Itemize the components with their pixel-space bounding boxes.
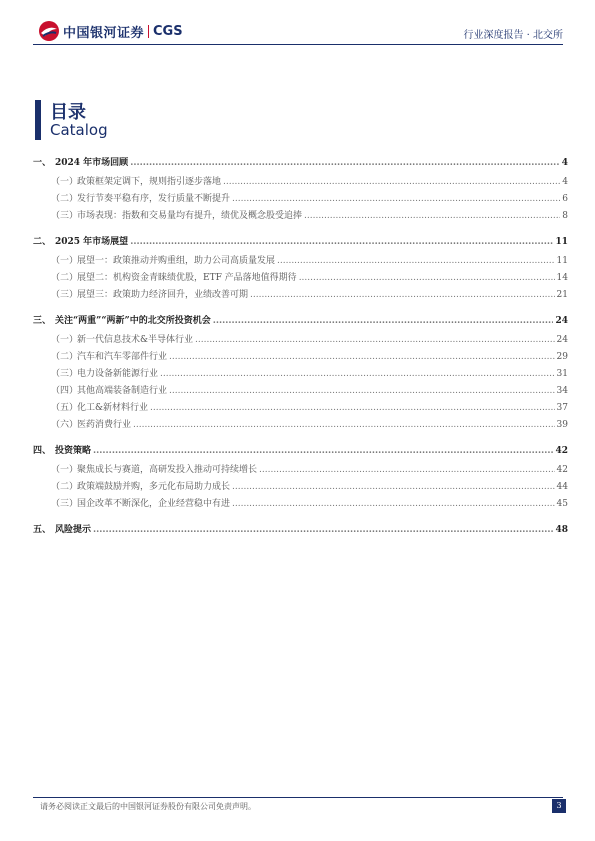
page-number: 3 [552, 799, 566, 813]
toc-page-number: 31 [556, 369, 568, 379]
toc-subsection[interactable] [33, 383, 568, 400]
toc-subsection-number: （二） [51, 352, 79, 362]
toc-subsection[interactable] [33, 174, 568, 191]
toc-leader [213, 310, 554, 332]
toc-page-number: 24 [555, 316, 568, 326]
toc-subsection[interactable] [33, 287, 568, 304]
catalog-title-en: Catalog [50, 121, 108, 139]
toc-subsection-number: （三） [51, 290, 79, 300]
toc-subsection-title: 展望一：政策推动并购重组，助力公司高质量发展 [77, 256, 276, 266]
toc-subsection-title: 市场表现：指数和交易量均有提升，绩优及概念股受追捧 [77, 211, 303, 221]
toc-subsection-title: 国企改革不断深化，企业经营稳中有进 [77, 499, 231, 509]
toc-subsection-title: 新一代信息技术&半导体行业 [77, 335, 194, 345]
toc-leader [93, 440, 553, 462]
toc-page-number: 42 [555, 446, 568, 456]
toc-subsection[interactable] [33, 349, 568, 366]
toc-subsection[interactable] [33, 208, 568, 225]
toc-subsection-title: 汽车和汽车零部件行业 [77, 352, 168, 362]
toc-page-number: 39 [556, 420, 568, 430]
toc-subsection[interactable] [33, 479, 568, 496]
toc-leader [160, 366, 555, 383]
toc-subsection-number: （三） [51, 499, 79, 509]
toc-page-number: 14 [556, 273, 568, 283]
toc-subsection-number: （二） [51, 273, 79, 283]
toc-subsection-number: （一） [51, 465, 79, 475]
toc-section-title: 关注“两重”“两新”中的北交所投资机会 [55, 316, 211, 326]
toc-section-number: 二、 [33, 237, 52, 247]
toc-subsection-title: 展望三：政策助力经济回升，业绩改善可期 [77, 290, 249, 300]
toc-leader [223, 174, 560, 191]
toc-section-number: 一、 [33, 158, 52, 168]
toc-subsection-title: 展望二：机构资金青睐绩优股，ETF 产品落地值得期待 [77, 273, 297, 283]
toc-page-number: 21 [556, 290, 568, 300]
toc-page-number: 45 [556, 499, 568, 509]
report-type-label: 行业深度报告 · 北交所 [463, 30, 563, 41]
toc-section[interactable] [33, 519, 568, 541]
title-accent-bar [35, 100, 41, 140]
toc-page-number: 11 [555, 237, 568, 247]
toc-section[interactable] [33, 310, 568, 332]
toc-leader [299, 270, 555, 287]
toc-section[interactable] [33, 440, 568, 462]
page-header [0, 0, 595, 50]
toc-page-number: 42 [556, 465, 568, 475]
toc-subsection-title: 医药消费行业 [77, 420, 132, 430]
logo-english-name: CGS [153, 23, 183, 39]
toc-page-number: 4 [561, 158, 568, 168]
toc-page-number: 34 [556, 386, 568, 396]
toc-subsection-title: 其他高端装备制造行业 [77, 386, 168, 396]
toc-leader [304, 208, 560, 225]
toc-page-number: 24 [556, 335, 568, 345]
toc-section-title: 投资策略 [55, 446, 92, 456]
toc-page-number: 11 [556, 256, 568, 266]
toc-subsection-number: （一） [51, 256, 79, 266]
toc-subsection-number: （五） [51, 403, 79, 413]
toc-leader [169, 383, 555, 400]
toc-subsection[interactable] [33, 270, 568, 287]
footer-divider [33, 797, 563, 798]
toc-subsection[interactable] [33, 417, 568, 434]
toc-leader [232, 479, 555, 496]
toc-leader [277, 253, 555, 270]
toc-leader [259, 462, 555, 479]
toc-subsection-title: 发行节奏平稳有序，发行质量不断提升 [77, 194, 231, 204]
toc-subsection-number: （三） [51, 369, 79, 379]
toc-section-number: 五、 [33, 525, 52, 535]
toc-subsection-number: （三） [51, 211, 79, 221]
toc-subsection-number: （二） [51, 194, 79, 204]
toc-page-number: 37 [556, 403, 568, 413]
toc-subsection-title: 政策框架定调下，规则指引逐步落地 [77, 177, 222, 187]
toc-subsection-number: （一） [51, 335, 79, 345]
toc-section-title: 2024 年市场回顾 [55, 158, 129, 168]
toc-leader [133, 417, 555, 434]
toc-leader [250, 287, 555, 304]
toc-subsection-title: 政策端鼓励并购，多元化布局助力成长 [77, 482, 231, 492]
toc-leader [130, 152, 560, 174]
toc-section-number: 三、 [33, 316, 52, 326]
toc-leader [169, 349, 555, 366]
logo-divider [148, 25, 149, 38]
logo-chinese-name: 中国银河证券 [63, 25, 145, 41]
table-of-contents [33, 152, 568, 541]
toc-subsection-number: （六） [51, 420, 79, 430]
header-divider [33, 44, 563, 45]
toc-leader [130, 231, 553, 253]
toc-subsection[interactable] [33, 462, 568, 479]
toc-section[interactable] [33, 231, 568, 253]
toc-section-title: 2025 年市场展望 [55, 237, 129, 247]
toc-subsection[interactable] [33, 253, 568, 270]
toc-subsection[interactable] [33, 366, 568, 383]
toc-subsection-title: 聚焦成长与赛道，高研发投入推动可持续增长 [77, 465, 258, 475]
toc-subsection[interactable] [33, 332, 568, 349]
toc-leader [93, 519, 553, 541]
toc-leader [232, 191, 560, 208]
galaxy-logo-icon [38, 20, 60, 42]
toc-subsection[interactable] [33, 496, 568, 513]
toc-section-number: 四、 [33, 446, 52, 456]
toc-subsection-number: （二） [51, 482, 79, 492]
toc-page-number: 6 [562, 194, 568, 204]
footer-disclaimer: 请务必阅读正文最后的中国银河证券股份有限公司免责声明。 [40, 802, 256, 811]
toc-section[interactable] [33, 152, 568, 174]
company-logo [38, 20, 183, 42]
catalog-title-cn: 目录 [50, 102, 86, 123]
toc-leader [195, 332, 555, 349]
toc-page-number: 48 [555, 525, 568, 535]
toc-page-number: 4 [562, 177, 568, 187]
toc-section-title: 风险提示 [55, 525, 92, 535]
toc-subsection[interactable] [33, 191, 568, 208]
toc-leader [150, 400, 555, 417]
toc-subsection[interactable] [33, 400, 568, 417]
toc-subsection-number: （四） [51, 386, 79, 396]
toc-subsection-number: （一） [51, 177, 79, 187]
toc-page-number: 8 [562, 211, 568, 221]
toc-subsection-title: 电力设备新能源行业 [77, 369, 159, 379]
toc-leader [232, 496, 555, 513]
toc-page-number: 44 [556, 482, 568, 492]
toc-page-number: 29 [556, 352, 568, 362]
toc-subsection-title: 化工&新材料行业 [77, 403, 149, 413]
